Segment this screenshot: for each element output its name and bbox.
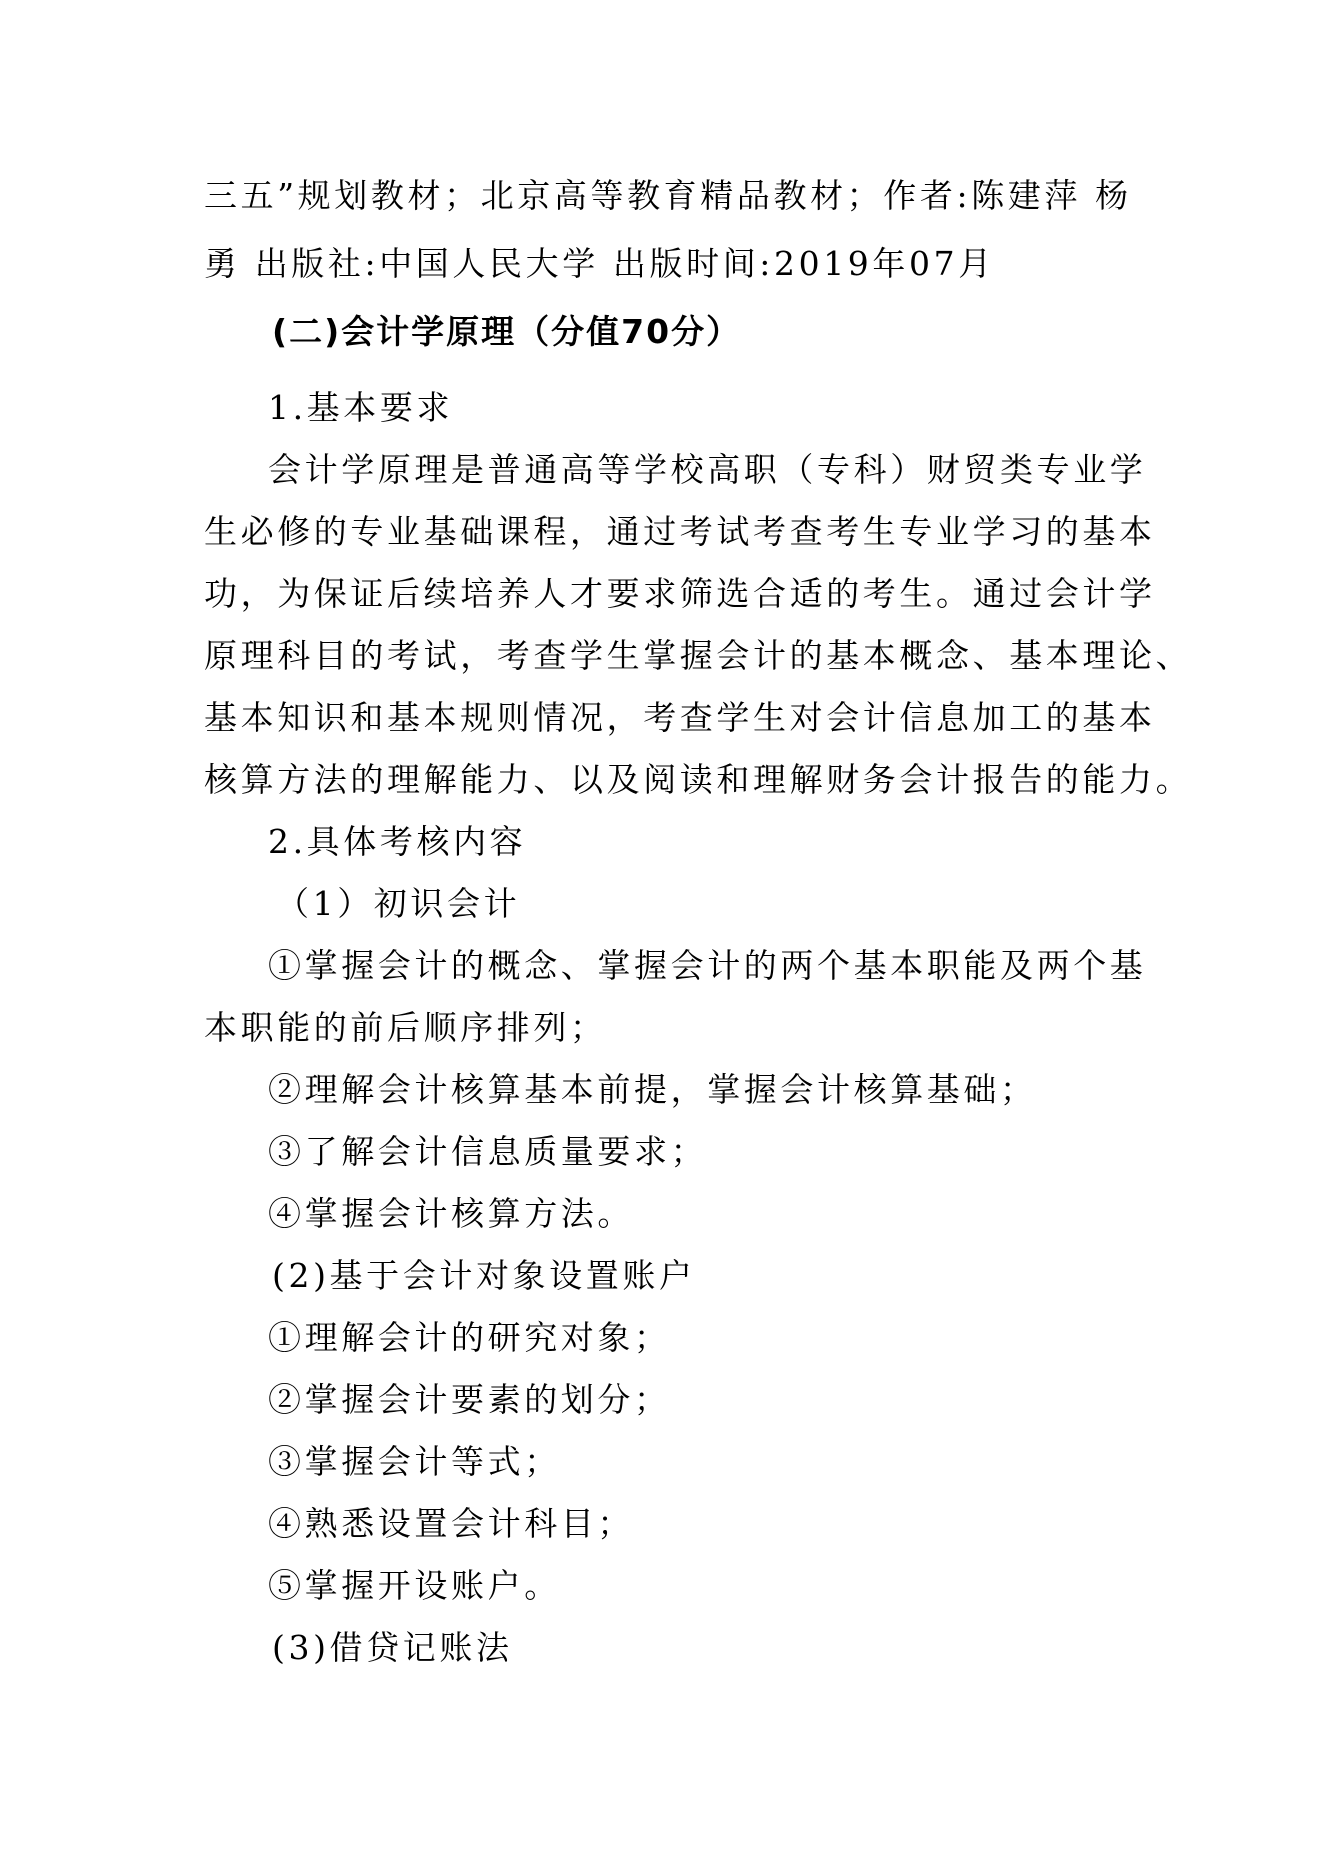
subsection-heading: 1.基本要求 — [268, 388, 454, 427]
text-line: 三五”规划教材；北京高等教育精品教材；作者:陈建萍 杨 — [204, 176, 1132, 215]
subsection-heading: 2.具体考核内容 — [268, 822, 527, 861]
paragraph-line: 原理科目的考试，考查学生掌握会计的基本概念、基本理论、 — [204, 636, 1193, 675]
list-item: ①理解会计的研究对象； — [268, 1318, 671, 1357]
item-heading: (2)基于会计对象设置账户 — [272, 1256, 696, 1295]
list-item-continuation: 本职能的前后顺序排列； — [204, 1008, 607, 1047]
list-item: ①掌握会计的概念、掌握会计的两个基本职能及两个基 — [268, 946, 1147, 985]
list-item: ③了解会计信息质量要求； — [268, 1132, 708, 1171]
list-item: ⑤掌握开设账户。 — [268, 1566, 561, 1605]
paragraph-line: 生必修的专业基础课程，通过考试考查考生专业学习的基本 — [204, 512, 1156, 551]
list-item: ④熟悉设置会计科目； — [268, 1504, 634, 1543]
list-item: ②掌握会计要素的划分； — [268, 1380, 671, 1419]
list-item: ②理解会计核算基本前提，掌握会计核算基础； — [268, 1070, 1037, 1109]
item-heading: (3)借贷记账法 — [272, 1628, 513, 1667]
item-heading: （1）初识会计 — [276, 884, 521, 923]
paragraph-line: 功，为保证后续培养人才要求筛选合适的考生。通过会计学 — [204, 574, 1156, 613]
list-item: ④掌握会计核算方法。 — [268, 1194, 634, 1233]
section-heading: (二)会计学原理（分值70分） — [272, 312, 742, 351]
paragraph-line: 基本知识和基本规则情况，考查学生对会计信息加工的基本 — [204, 698, 1156, 737]
paragraph-line: 会计学原理是普通高等学校高职（专科）财贸类专业学 — [268, 450, 1147, 489]
list-item: ③掌握会计等式； — [268, 1442, 561, 1481]
paragraph-line: 核算方法的理解能力、以及阅读和理解财务会计报告的能力。 — [204, 760, 1193, 799]
text-line: 勇 出版社:中国人民大学 出版时间:2019年07月 — [204, 244, 995, 283]
